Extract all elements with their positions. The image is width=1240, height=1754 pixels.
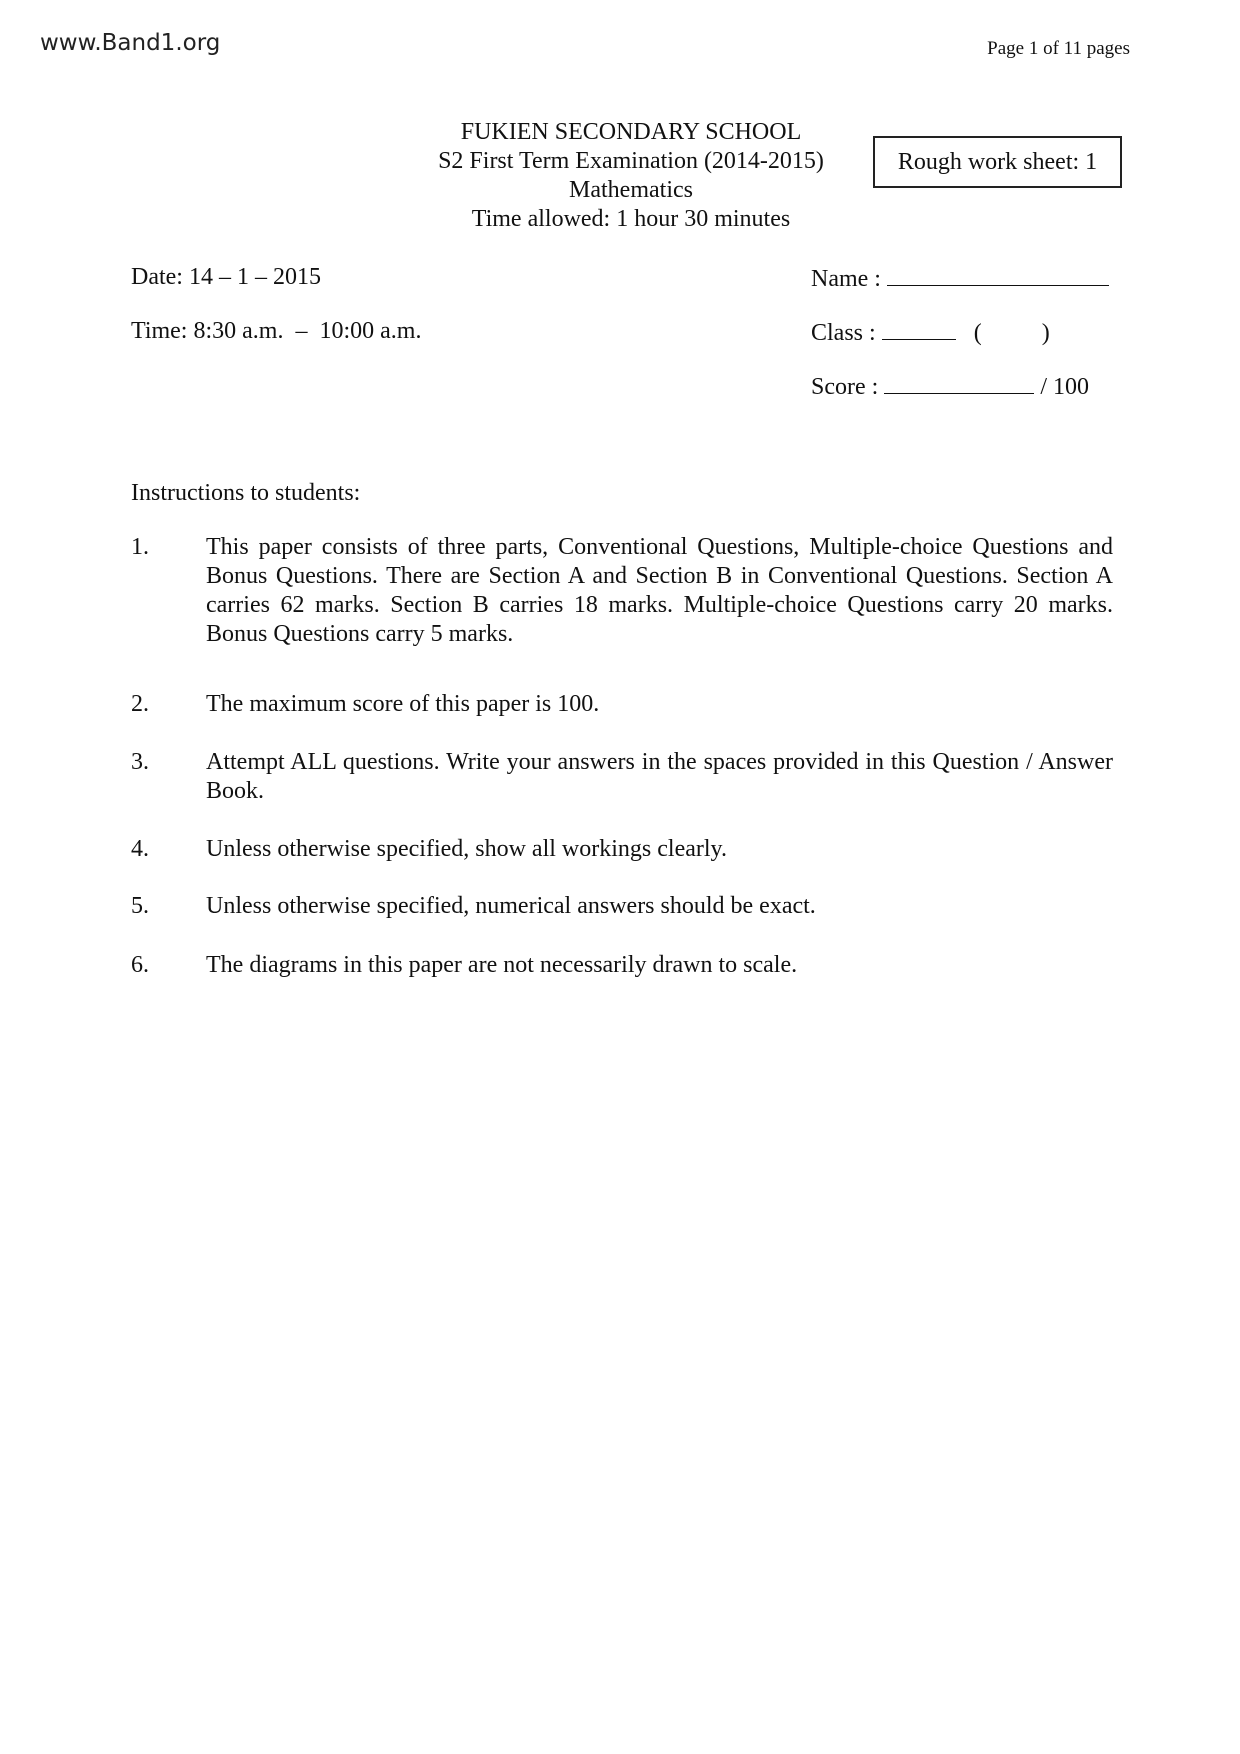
instruction-text: This paper consists of three parts, Conventional Questions, Multiple-choice Questions and Bonus Questions. There are Section A and Section B in Conventional Questions. Section A carries 62 marks. Section B carries 18 marks. Multiple-choice Questions carry 20 marks. Bonus Questions carry 5 marks. [206, 534, 1113, 647]
page-number: Page 1 of 11 pages [987, 38, 1130, 59]
exam-date: Date: 14 – 1 – 2015 [131, 264, 321, 290]
instructions-heading: Instructions to students: [131, 480, 361, 506]
name-label: Name : [811, 266, 881, 292]
rough-work-box: Rough work sheet: 1 [873, 136, 1122, 188]
time-allowed: Time allowed: 1 hour 30 minutes [471, 206, 791, 232]
subject: Mathematics [569, 177, 693, 203]
instruction-text: The maximum score of this paper is 100. [206, 691, 600, 717]
item-number: 6. [131, 952, 149, 978]
item-number: 1. [131, 534, 149, 560]
instruction-text: The diagrams in this paper are not necessarily drawn to scale. [206, 952, 798, 978]
item-number: 3. [131, 749, 149, 775]
score-label: Score : [811, 374, 879, 400]
class-number-open: ( [973, 320, 982, 346]
name-blank[interactable] [887, 263, 1109, 286]
score-total: / 100 [1040, 374, 1089, 400]
class-number-close: ) [1041, 320, 1050, 346]
item-number: 5. [131, 893, 149, 919]
class-blank[interactable] [882, 317, 956, 340]
item-number: 2. [131, 691, 149, 717]
exam-title: S2 First Term Examination (2014-2015) [438, 148, 824, 174]
score-blank[interactable] [884, 371, 1034, 394]
class-label: Class : [811, 320, 876, 346]
watermark-site: www.Band1.org [40, 30, 221, 56]
score-field[interactable] [811, 371, 1089, 402]
instruction-text: Unless otherwise specified, numerical answers should be exact. [206, 893, 816, 919]
item-number: 4. [131, 836, 149, 862]
instruction-text: Unless otherwise specified, show all workings clearly. [206, 836, 727, 862]
instruction-text: Attempt ALL questions. Write your answers in the spaces provided in this Question / Answer Book. [206, 749, 1113, 804]
school-name: FUKIEN SECONDARY SCHOOL [460, 119, 802, 145]
exam-time: Time: 8:30 a.m. – 10:00 a.m. [131, 318, 422, 344]
class-field[interactable] [811, 317, 1050, 348]
name-field[interactable] [811, 263, 1109, 294]
